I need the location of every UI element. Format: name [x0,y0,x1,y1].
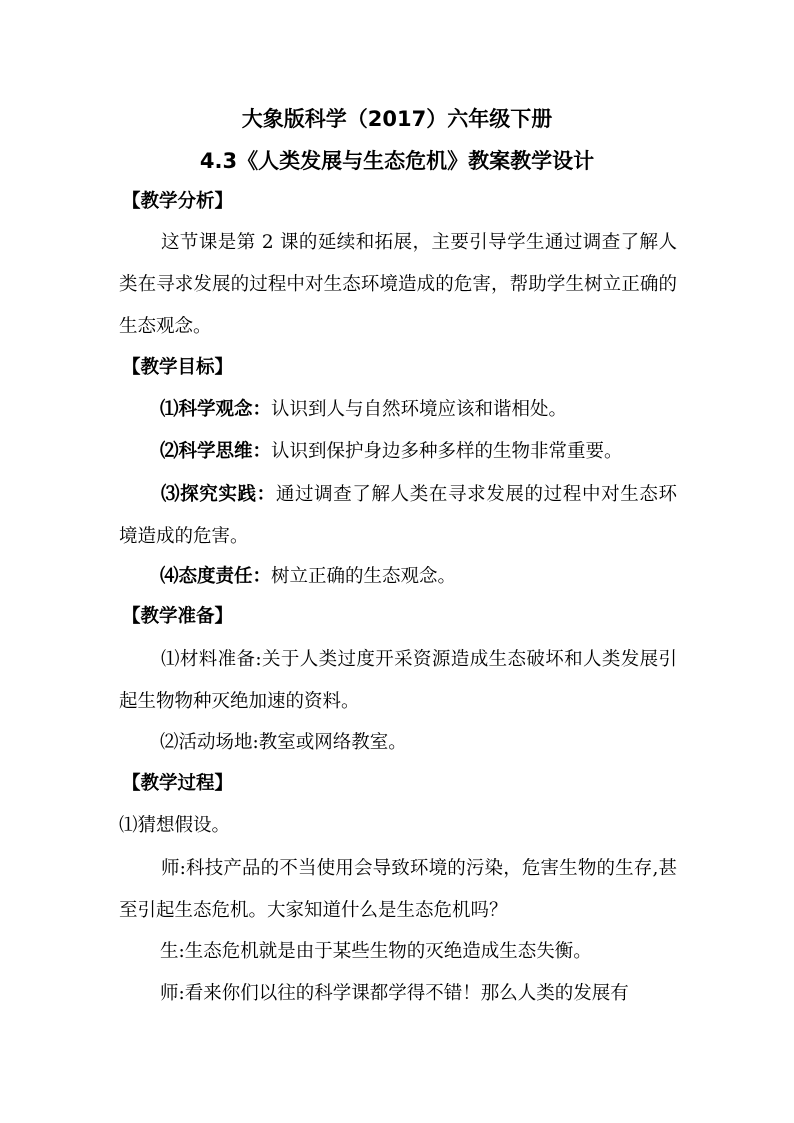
goal-label: ⑵科学思维： [160,441,272,462]
heading-process: 【教学过程】 [122,773,234,794]
dialog-line: 生:生态危机就是由于某些生物的灭绝造成生态失衡。 [160,941,592,962]
heading-analysis: 【教学分析】 [122,191,234,212]
analysis-paragraph: 这节课是第 2 课的延续和拓展，主要引导学生通过调查了解人类在寻求发展的过程中对生态环境造成的危害，帮助学生树立正确的生态观念。 [119,232,677,337]
goal-item [160,563,456,591]
heading-preparation: 【教学准备】 [122,606,234,627]
document-subtitle: 4.3《人类发展与生态危机》教案教学设计 [199,149,595,173]
document-title: 大象版科学（2017）六年级下册 [241,107,553,131]
goal-label: ⑴科学观念： [160,399,272,420]
goal-text: 通过调查了解人类在寻求发展的过程中对生态环境造成的危害。 [119,484,677,547]
dialog-line: 师:看来你们以往的科学课都学得不错！那么人类的发展有 [160,983,629,1004]
heading-goals: 【教学目标】 [122,357,234,378]
preparation-item: ⑴材料准备:关于人类过度开采资源造成生态破坏和人类发展引起生物物种灭绝加速的资料。 [119,649,677,712]
goal-label: ⑶探究实践： [161,484,276,505]
preparation-item: ⑵活动场地:教室或网络教室。 [160,732,407,753]
goal-item [160,438,623,466]
goal-item [160,396,567,424]
goal-text: 认识到保护身边多种多样的生物非常重要。 [271,441,623,462]
goal-text: 认识到人与自然环境应该和谐相处。 [271,399,568,420]
goal-text: 树立正确的生态观念。 [271,566,457,587]
goal-item [119,474,677,558]
dialog-line: 师:科技产品的不当使用会导致环境的污染，危害生物的生存,甚至引起生态危机。大家知道什么是生态危机吗？ [119,858,677,921]
goal-label: ⑷态度责任： [160,566,272,587]
process-step: ⑴猜想假设。 [119,815,231,836]
